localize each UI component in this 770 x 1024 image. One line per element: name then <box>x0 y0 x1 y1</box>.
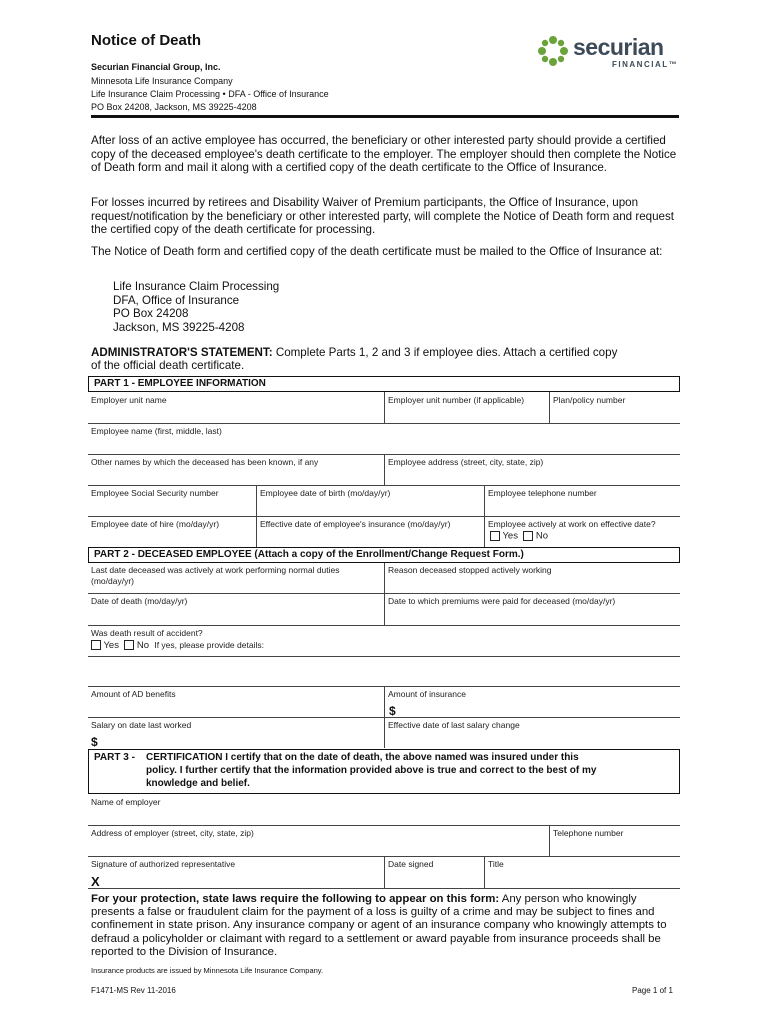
intro-paragraph-3: The Notice of Death form and certified copy of the death certificate must be mailed to the Office of Insurance at: <box>91 245 663 258</box>
employer-phone-label: Telephone number <box>553 828 624 838</box>
logo-wordmark: securian <box>573 34 664 60</box>
part3-certification-line-3: knowledge and belief. <box>146 778 250 789</box>
flower-logo-icon <box>537 35 569 67</box>
salary-label: Salary on date last worked <box>91 720 192 730</box>
actively-at-work-label: Employee actively at work on effective date? <box>488 519 656 529</box>
other-names-label: Other names by which the deceased has been known, if any <box>91 457 319 467</box>
date-of-death-label: Date of death (mo/day/yr) <box>91 596 188 606</box>
signature-x: X <box>91 874 100 889</box>
divider <box>88 516 680 517</box>
accident-options <box>91 640 264 651</box>
last-date-format-label: (mo/day/yr) <box>91 576 134 586</box>
part3-certification-line-1: CERTIFICATION I certify that on the date of death, the above named was insured under this <box>146 752 579 763</box>
ad-benefits-label: Amount of AD benefits <box>91 689 176 699</box>
part1-heading: PART 1 - EMPLOYEE INFORMATION <box>88 376 680 392</box>
employer-unit-number-label: Employer unit number (if applicable) <box>388 395 525 405</box>
divider <box>88 485 680 486</box>
protection-notice-text: Any person who knowingly presents a false or fraudulent claim for the payment of a loss is guilty of a crime and may be subject to fines and confinement in state prison. Any insurance company or agent of an insurance company who knowingly attempts to defraud a policyholder or claimant with regard to a settlement or award payable from insurance proceeds shall be reported to the Division of Insurance. <box>91 893 667 958</box>
admin-statement-line-2: of the official death certificate. <box>91 359 245 372</box>
protection-notice-label: For your protection, state laws require the following to appear on this form: <box>91 893 500 905</box>
last-date-label: Last date deceased was actively at work performing normal duties <box>91 565 340 575</box>
employer-address-label: Address of employer (street, city, state, zip) <box>91 828 254 838</box>
logo-subtitle: FINANCIAL™ <box>612 60 679 69</box>
divider <box>384 856 385 888</box>
signature-label: Signature of authorized representative <box>91 859 236 869</box>
intro-paragraph-2: For losses incurred by retirees and Disability Waiver of Premium participants, the Office of Insurance, upon request/notification by the beneficiary or other interested party, will complete the Notice of Death form and request the certified copy of the death certificate for processing. <box>91 196 674 237</box>
reason-label: Reason deceased stopped actively working <box>388 565 552 575</box>
divider <box>549 392 550 423</box>
accident-yes-label: Yes <box>103 640 119 651</box>
actively-yes-checkbox[interactable] <box>490 531 500 541</box>
divider <box>88 656 680 657</box>
part2-heading: PART 2 - DECEASED EMPLOYEE (Attach a copy of the Enrollment/Change Request Form.) <box>88 547 680 563</box>
salary-dollar: $ <box>91 735 98 749</box>
date-signed-label: Date signed <box>388 859 434 869</box>
divider <box>384 563 385 625</box>
mail-address-line-4: Jackson, MS 39225-4208 <box>113 321 245 334</box>
employee-phone-label: Employee telephone number <box>488 488 597 498</box>
accident-label: Was death result of accident? <box>91 628 203 638</box>
page-number: Page 1 of 1 <box>632 986 673 995</box>
actively-no-label: No <box>535 530 549 542</box>
employer-name-label: Name of employer <box>91 797 161 807</box>
company-name: Securian Financial Group, Inc. <box>91 62 221 72</box>
protection-notice <box>91 893 681 959</box>
admin-statement-label: ADMINISTRATOR'S STATEMENT: <box>91 346 273 359</box>
header-line-3: Life Insurance Claim Processing • DFA - Office of Insurance <box>91 89 329 99</box>
divider <box>88 625 680 626</box>
divider <box>256 485 257 516</box>
part3-prefix: PART 3 - <box>94 752 135 763</box>
ssn-label: Employee Social Security number <box>91 488 219 498</box>
divider <box>484 856 485 888</box>
divider <box>256 516 257 547</box>
amount-insurance-label: Amount of insurance <box>388 689 466 699</box>
divider <box>549 825 550 856</box>
accident-no-label: No <box>136 640 150 651</box>
accident-no-checkbox[interactable] <box>124 640 134 650</box>
effective-date-label: Effective date of employee's insurance (mo/day/yr) <box>260 519 451 529</box>
issued-by: Insurance products are issued by Minnesota Life Insurance Company. <box>91 966 324 975</box>
header-rule <box>91 115 679 118</box>
actively-at-work-options <box>490 531 548 542</box>
intro-paragraph-1: After loss of an active employee has occurred, the beneficiary or other interested party should provide a certified copy of the deceased employee's death certificate to the employer. The employer should then complete the Notice of Death form and mail it along with a certified copy of the death certificate to the Office of Insurance. <box>91 134 677 175</box>
mail-address-line-2: DFA, Office of Insurance <box>113 294 240 307</box>
actively-no-checkbox[interactable] <box>523 531 533 541</box>
divider <box>88 825 680 826</box>
admin-statement-text: Complete Parts 1, 2 and 3 if employee dies. Attach a certified copy <box>272 346 618 359</box>
accident-yes-checkbox[interactable] <box>91 640 101 650</box>
premiums-paid-label: Date to which premiums were paid for deceased (mo/day/yr) <box>388 596 616 606</box>
part3-certification-line-2: policy. I further certify that the information provided above is true and correct to the best of my <box>146 765 597 776</box>
divider <box>384 454 385 485</box>
hire-date-label: Employee date of hire (mo/day/yr) <box>91 519 220 529</box>
actively-yes-label: Yes <box>502 530 518 542</box>
form-number: F1471-MS Rev 11-2016 <box>91 986 176 995</box>
header-line-2: Minnesota Life Insurance Company <box>91 76 233 86</box>
employee-address-label: Employee address (street, city, state, zip) <box>388 457 544 467</box>
page-title: Notice of Death <box>91 32 202 49</box>
divider <box>484 516 485 547</box>
divider <box>88 423 680 424</box>
accident-details-label: If yes, please provide details: <box>154 640 264 650</box>
dob-label: Employee date of birth (mo/day/yr) <box>260 488 391 498</box>
divider <box>88 888 680 889</box>
divider <box>88 593 680 594</box>
employee-name-label: Employee name (first, middle, last) <box>91 426 222 436</box>
admin-statement <box>91 346 681 360</box>
header-line-4: PO Box 24208, Jackson, MS 39225-4208 <box>91 102 257 112</box>
amount-insurance-dollar: $ <box>389 704 396 718</box>
divider <box>484 485 485 516</box>
salary-change-label: Effective date of last salary change <box>388 720 520 730</box>
title-label: Title <box>488 859 504 869</box>
divider <box>88 717 680 718</box>
divider <box>384 392 385 423</box>
mail-address-line-3: PO Box 24208 <box>113 307 189 320</box>
mail-address-line-1: Life Insurance Claim Processing <box>113 280 280 293</box>
plan-number-label: Plan/policy number <box>553 395 626 405</box>
employer-unit-name-label: Employer unit name <box>91 395 167 405</box>
